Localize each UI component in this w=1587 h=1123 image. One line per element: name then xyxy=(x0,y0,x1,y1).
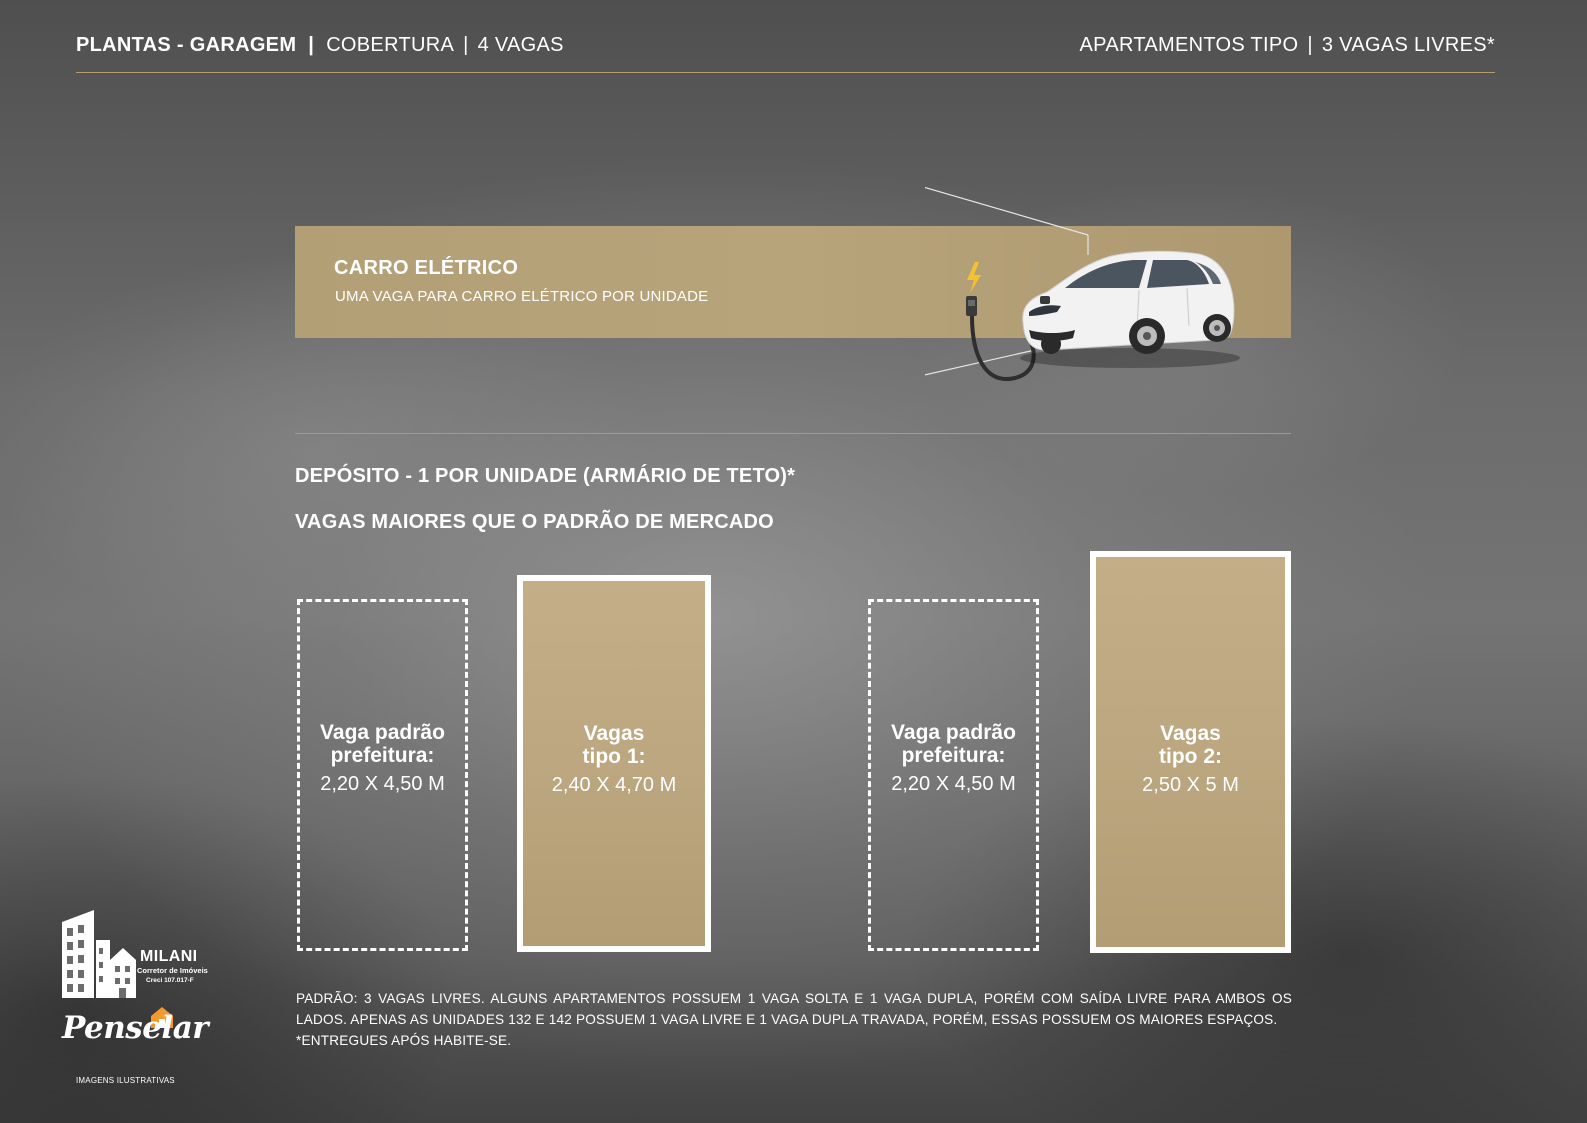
header-left: PLANTAS - GARAGEM | COBERTURA | 4 VAGAS xyxy=(76,34,564,56)
spot-label-line1: Vaga padrão xyxy=(320,721,445,744)
spot-label-line2: prefeitura: xyxy=(330,744,435,767)
penselar-name: Penselar xyxy=(62,1010,209,1046)
header-right-section: APARTAMENTOS TIPO xyxy=(1079,34,1299,56)
house-logo-icon xyxy=(108,946,138,998)
page-header xyxy=(76,30,1495,73)
parking-spot-type-1 xyxy=(517,575,711,952)
ev-title: CARRO ELÉTRICO xyxy=(334,257,519,279)
feature-larger-spots: VAGAS MAIORES QUE O PADRÃO DE MERCADO xyxy=(295,511,774,533)
parking-note xyxy=(296,988,1292,1051)
header-left-title: PLANTAS - GARAGEM xyxy=(76,34,297,56)
milani-role: Corretor de Imóveis xyxy=(137,966,208,975)
spot-label-line2: tipo 2: xyxy=(1159,745,1222,768)
milani-name: MILANI xyxy=(140,948,198,965)
milani-logo xyxy=(58,910,228,1002)
header-right: APARTAMENTOS TIPO | 3 VAGAS LIVRES* xyxy=(1079,34,1495,56)
spot-label-line2: tipo 1: xyxy=(582,745,646,768)
spot-size: 2,20 X 4,50 M xyxy=(320,773,445,795)
delivery-note-text: *ENTREGUES APÓS HABITE-SE. xyxy=(296,1033,512,1048)
parking-spot-type-2 xyxy=(1090,551,1291,953)
spot-size: 2,20 X 4,50 M xyxy=(891,773,1016,795)
header-left-detail: 4 VAGAS xyxy=(477,34,564,56)
header-right-detail: 3 VAGAS LIVRES* xyxy=(1321,34,1495,56)
ev-subtitle: UMA VAGA PARA CARRO ELÉTRICO POR UNIDADE xyxy=(335,288,709,305)
parking-note-text: PADRÃO: 3 VAGAS LIVRES. ALGUNS APARTAMENTOS POSSUEM 1 VAGA SOLTA E 1 VAGA DUPLA, PORÉM COM SAÍDA LIVRE PARA AMBOS OS LADOS. APENAS AS UNIDADES 132 E 142 POSSUEM 1 VAGA LIVRE E 1 VAGA DUPLA TRAVADA, PORÉM, ESSAS POSSUEM OS MAIORES ESPAÇOS. xyxy=(296,991,1292,1027)
illustrative-disclaimer: IMAGENS ILUSTRATIVAS xyxy=(76,1076,175,1085)
milani-creci: Creci 107.017-F xyxy=(146,977,194,984)
electric-car-icon xyxy=(925,180,1255,390)
header-left-section: COBERTURA xyxy=(326,34,455,56)
spot-size: 2,50 X 5 M xyxy=(1142,774,1239,796)
spot-size: 2,40 X 4,70 M xyxy=(551,774,677,796)
section-divider xyxy=(295,433,1291,434)
spot-label-line1: Vagas xyxy=(583,722,645,745)
feature-storage: DEPÓSITO - 1 POR UNIDADE (ARMÁRIO DE TETO)* xyxy=(295,465,796,487)
lightning-icon xyxy=(967,262,981,293)
spot-label-line2: prefeitura: xyxy=(901,744,1006,767)
spot-label-line1: Vagas xyxy=(1160,722,1221,745)
spot-label-line1: Vaga padrão xyxy=(891,721,1016,744)
ev-charger-icon xyxy=(966,296,1034,379)
parking-spot-standard-2 xyxy=(868,599,1039,951)
parking-spot-standard-1 xyxy=(297,599,468,951)
penselar-logo xyxy=(60,1006,209,1054)
